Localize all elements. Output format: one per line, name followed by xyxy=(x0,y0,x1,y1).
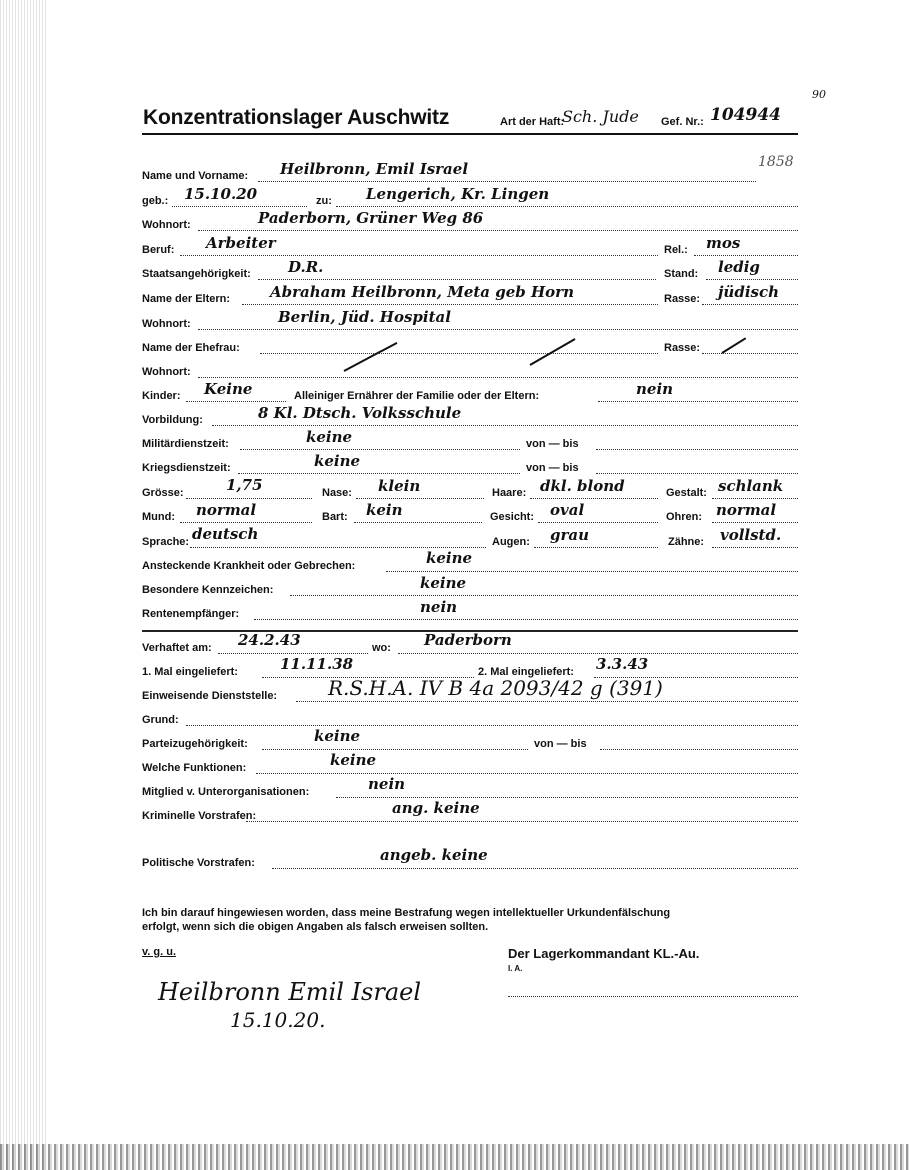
mal2-value: 3.3.43 xyxy=(596,655,649,673)
geb-value: 15.10.20 xyxy=(184,185,258,203)
gestalt-value: schlank xyxy=(718,477,784,495)
unterorg-label: Mitglied v. Unterorganisationen: xyxy=(142,786,310,798)
vorbildung-dots xyxy=(212,425,798,426)
statement-line2: erfolgt, wenn sich die obigen Angaben als falsch erweisen sollten. xyxy=(142,921,489,933)
militaer-vonbis-label: von — bis xyxy=(526,438,579,450)
sprache-value: deutsch xyxy=(192,525,259,543)
rente-dots xyxy=(254,619,798,620)
groesse-label: Grösse: xyxy=(142,487,184,499)
verhaftet-dots xyxy=(218,653,368,654)
krieg-vonbis-label: von — bis xyxy=(526,462,579,474)
nase-dots xyxy=(356,498,484,499)
wohnort-dots xyxy=(198,230,798,231)
groesse-value: 1,75 xyxy=(226,476,263,494)
kinder-dots xyxy=(186,401,286,402)
gesicht-value: oval xyxy=(550,501,585,519)
vorbildung-label: Vorbildung: xyxy=(142,414,203,426)
form-title: Konzentrationslager Auschwitz xyxy=(143,106,450,129)
scan-noise-bottom-edge xyxy=(0,1144,909,1170)
augen-label: Augen: xyxy=(492,536,530,548)
name-label: Name und Vorname: xyxy=(142,170,249,182)
wohnort2-label: Wohnort: xyxy=(142,318,191,330)
partei-value: keine xyxy=(314,727,361,745)
militaer-vonbis-dots xyxy=(596,449,798,450)
zaehne-value: vollstd. xyxy=(720,526,782,544)
militaer-dots xyxy=(240,449,520,450)
zu-dots xyxy=(336,206,798,207)
unterorg-dots xyxy=(336,797,798,798)
kennzeichen-label: Besondere Kennzeichen: xyxy=(142,584,274,596)
kriminell-value: ang. keine xyxy=(392,799,480,817)
kinder-value: Keine xyxy=(204,380,253,398)
geb-dots xyxy=(172,206,307,207)
staat-value: D.R. xyxy=(288,258,324,276)
gef-label: Gef. Nr.: xyxy=(661,116,704,128)
wohnort3-label: Wohnort: xyxy=(142,366,191,378)
partei-vonbis-dots xyxy=(600,749,798,750)
haft-value: Sch. Jude xyxy=(562,107,639,126)
krieg-vonbis-dots xyxy=(596,473,798,474)
empty-rasse-stroke xyxy=(721,337,746,354)
eltern-dots xyxy=(242,304,658,305)
augen-value: grau xyxy=(550,526,590,544)
ohren-value: normal xyxy=(716,501,777,519)
name-value: Heilbronn, Emil Israel xyxy=(280,160,469,178)
haare-label: Haare: xyxy=(492,487,527,499)
ernaehrer-label: Alleiniger Ernährer der Familie oder der Eltern: xyxy=(294,390,540,402)
nase-value: klein xyxy=(378,477,421,495)
partei-label: Parteizugehörigkeit: xyxy=(142,738,248,750)
mund-value: normal xyxy=(196,501,257,519)
staat-dots xyxy=(258,279,656,280)
zaehne-dots xyxy=(712,547,798,548)
vorbildung-value: 8 Kl. Dtsch. Volksschule xyxy=(258,404,462,422)
wohnort3-dots xyxy=(198,377,798,378)
kennzeichen-dots xyxy=(290,595,798,596)
bart-label: Bart: xyxy=(322,511,348,523)
page-number: 90 xyxy=(812,88,826,101)
gesicht-label: Gesicht: xyxy=(490,511,535,523)
gestalt-dots xyxy=(712,498,798,499)
zaehne-label: Zähne: xyxy=(668,536,705,548)
gesicht-dots xyxy=(538,522,658,523)
verhaftet-value: 24.2.43 xyxy=(238,631,301,649)
rel-value: mos xyxy=(706,234,741,252)
bart-value: kein xyxy=(366,501,403,519)
beruf-dots xyxy=(180,255,658,256)
mal1-label: 1. Mal eingeliefert: xyxy=(142,666,238,678)
partei-vonbis-label: von — bis xyxy=(534,738,587,750)
bart-dots xyxy=(354,522,482,523)
signature-date: 15.10.20. xyxy=(230,1008,326,1032)
mund-label: Mund: xyxy=(142,511,175,523)
wo-dots xyxy=(398,653,798,654)
kriminell-dots xyxy=(246,821,798,822)
lagerkommandant-ia: I. A. xyxy=(508,964,523,973)
haare-value: dkl. blond xyxy=(540,477,625,495)
stand-value: ledig xyxy=(718,258,760,276)
politisch-value: angeb. keine xyxy=(380,846,488,864)
rasse2-dots xyxy=(702,353,798,354)
mal2-label: 2. Mal eingeliefert: xyxy=(478,666,574,678)
haare-dots xyxy=(530,498,658,499)
beruf-label: Beruf: xyxy=(142,244,175,256)
wo-label: wo: xyxy=(372,642,391,654)
politisch-dots xyxy=(272,868,798,869)
title-rule xyxy=(142,133,798,135)
funktionen-dots xyxy=(256,773,798,774)
haft-label: Art der Haft: xyxy=(500,116,565,128)
partei-dots xyxy=(262,749,528,750)
krieg-dots xyxy=(238,473,520,474)
eltern-value: Abraham Heilbronn, Meta geb Horn xyxy=(270,283,574,301)
ohren-dots xyxy=(712,522,798,523)
funktionen-value: keine xyxy=(330,751,377,769)
eltern-label: Name der Eltern: xyxy=(142,293,231,305)
rel-dots xyxy=(694,255,798,256)
stand-dots xyxy=(706,279,798,280)
funktionen-label: Welche Funktionen: xyxy=(142,762,247,774)
statement-line1: Ich bin darauf hingewiesen worden, dass meine Bestrafung wegen intellektueller Urkundenfälschung xyxy=(142,907,671,919)
krankheit-value: keine xyxy=(426,549,473,567)
kommandant-signature-dots xyxy=(508,996,798,997)
krieg-value: keine xyxy=(314,452,361,470)
prisoner-signature: Heilbronn Emil Israel xyxy=(158,978,422,1006)
krieg-label: Kriegsdienstzeit: xyxy=(142,462,231,474)
sprache-dots xyxy=(190,547,486,548)
krankheit-label: Ansteckende Krankheit oder Gebrechen: xyxy=(142,560,356,572)
rasse2-label: Rasse: xyxy=(664,342,701,354)
politisch-label: Politische Vorstrafen: xyxy=(142,857,255,869)
rel-label: Rel.: xyxy=(664,244,688,256)
wohnort2-value: Berlin, Jüd. Hospital xyxy=(278,308,451,326)
nase-label: Nase: xyxy=(322,487,352,499)
ehefrau-dots xyxy=(260,353,658,354)
rasse1-value: jüdisch xyxy=(718,283,780,301)
ehefrau-label: Name der Ehefrau: xyxy=(142,342,240,354)
dienststelle-dots xyxy=(296,701,798,702)
mund-dots xyxy=(180,522,312,523)
scan-noise-left-edge xyxy=(0,0,46,1170)
rasse1-label: Rasse: xyxy=(664,293,701,305)
geb-label: geb.: xyxy=(142,195,169,207)
dienststelle-label: Einweisende Dienststelle: xyxy=(142,690,278,702)
wohnort-label: Wohnort: xyxy=(142,219,191,231)
rente-value: nein xyxy=(420,598,458,616)
unterorg-value: nein xyxy=(368,775,406,793)
ohren-label: Ohren: xyxy=(666,511,703,523)
militaer-label: Militärdienstzeit: xyxy=(142,438,229,450)
kennzeichen-value: keine xyxy=(420,574,467,592)
zu-label: zu: xyxy=(316,195,332,207)
lagerkommandant: Der Lagerkommandant KL.-Au. xyxy=(508,946,700,961)
rasse1-dots xyxy=(702,304,798,305)
mal1-value: 11.11.38 xyxy=(280,655,354,673)
grund-dots xyxy=(186,725,798,726)
augen-dots xyxy=(534,547,658,548)
name-dots xyxy=(258,181,756,182)
vgu-mark: v. g. u. xyxy=(142,946,177,958)
groesse-dots xyxy=(186,498,312,499)
staat-label: Staatsangehörigkeit: xyxy=(142,268,251,280)
kriminell-label: Kriminelle Vorstrafen: xyxy=(142,810,257,822)
krankheit-dots xyxy=(386,571,798,572)
ernaehrer-dots xyxy=(598,401,798,402)
margin-note: 1858 xyxy=(758,154,794,170)
gestalt-label: Gestalt: xyxy=(666,487,707,499)
rente-label: Rentenempfänger: xyxy=(142,608,240,620)
wohnort2-dots xyxy=(198,329,798,330)
verhaftet-label: Verhaftet am: xyxy=(142,642,212,654)
dienststelle-value: R.S.H.A. IV B 4a 2093/42 g (391) xyxy=(328,676,663,700)
empty-field-arrow-stroke xyxy=(530,338,576,366)
beruf-value: Arbeiter xyxy=(206,234,276,252)
wo-value: Paderborn xyxy=(424,631,512,649)
ernaehrer-value: nein xyxy=(636,380,674,398)
zu-value: Lengerich, Kr. Lingen xyxy=(366,185,550,203)
empty-field-stroke xyxy=(344,342,398,372)
wohnort-value: Paderborn, Grüner Weg 86 xyxy=(258,209,484,227)
militaer-value: keine xyxy=(306,428,353,446)
kinder-label: Kinder: xyxy=(142,390,181,402)
gef-number: 104944 xyxy=(710,105,781,125)
stand-label: Stand: xyxy=(664,268,699,280)
sprache-label: Sprache: xyxy=(142,536,190,548)
grund-label: Grund: xyxy=(142,714,179,726)
